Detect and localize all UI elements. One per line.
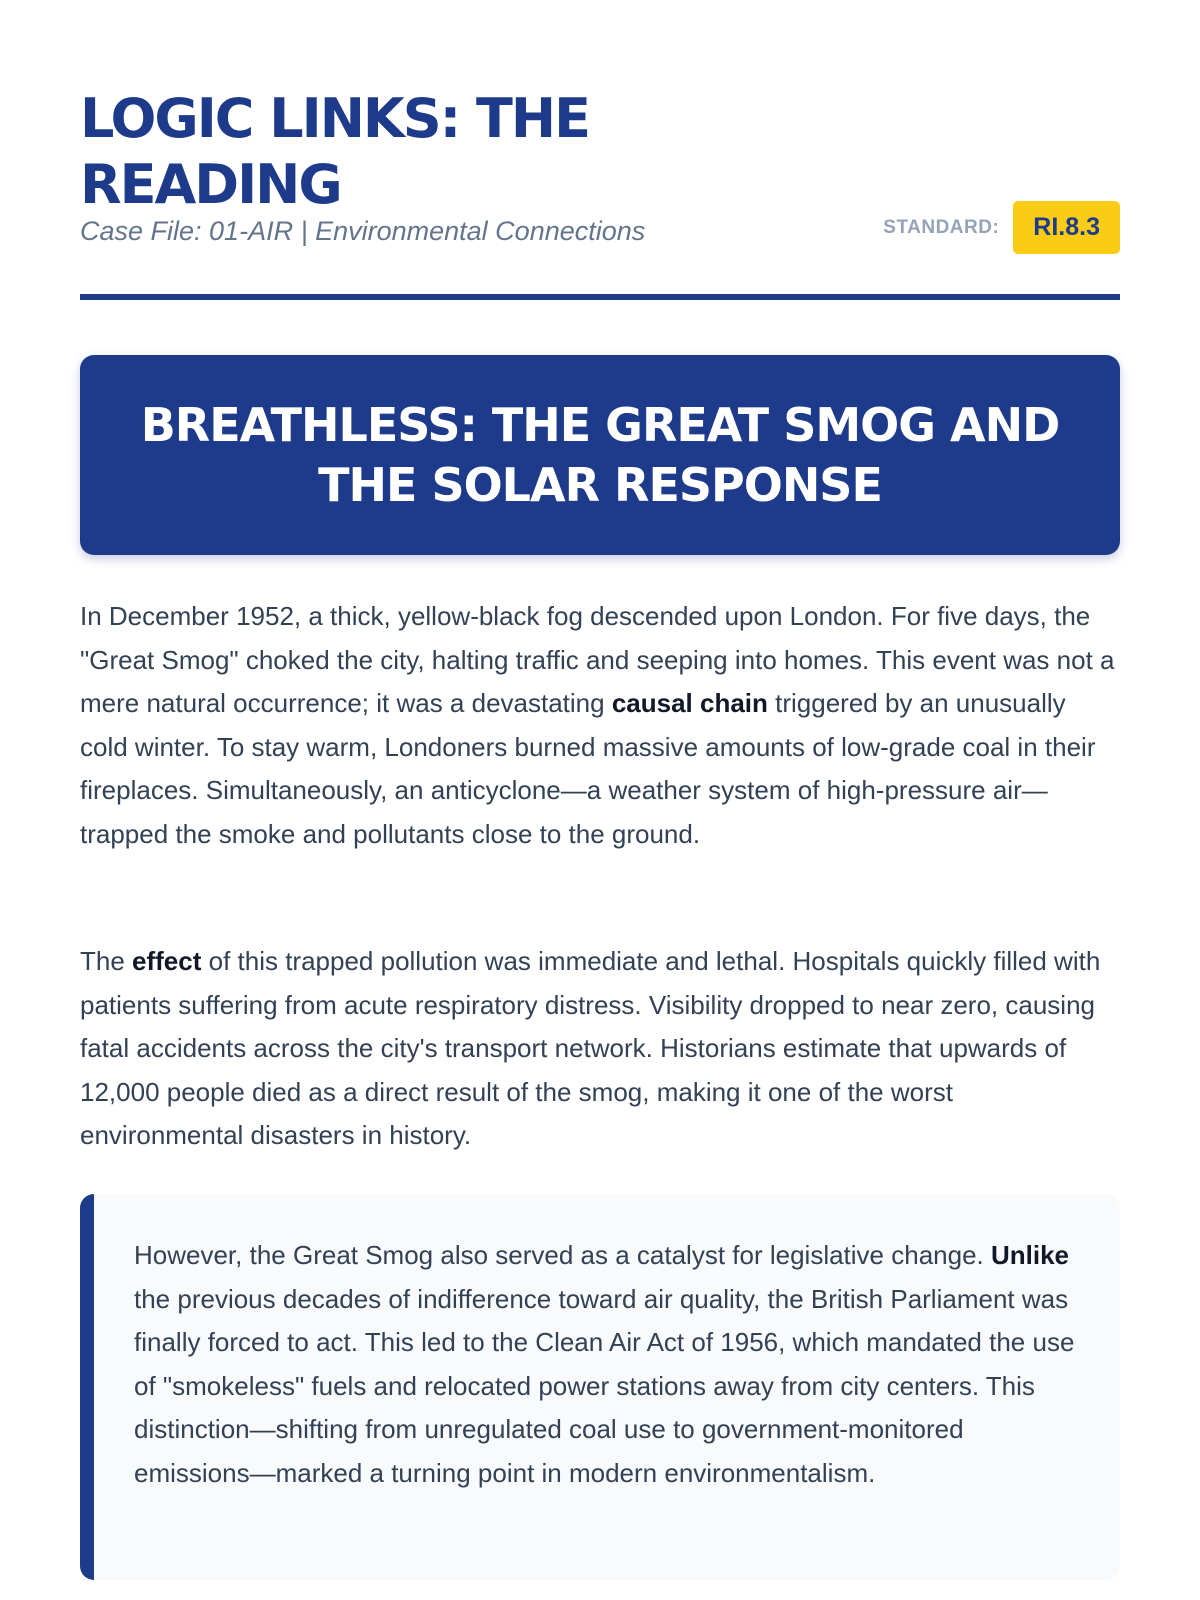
standard-badge: RI.8.3 xyxy=(1013,201,1120,254)
standard-label: STANDARD: xyxy=(883,216,1000,238)
key-term-causal-chain: causal chain xyxy=(611,688,768,718)
page-header xyxy=(80,86,1120,296)
standard-indicator xyxy=(883,201,1120,254)
paragraph-1-text-after: triggered by an unusually cold winter. To stay warm, Londoners burned massive amounts of low-grade coal in their fireplaces. Simultaneously, an anticyclone—a weather system of high-pressure air—trapped the smoke and pollutants close to the ground. xyxy=(80,688,1096,849)
callout-text-after: the previous decades of indifference toward air quality, the British Parliament was finally forced to act. This led to the Clean Air Act of 1956, which mandated the use of "smokeless" fuels and relocated power stations away from city centers. This distinction—shifting from unregulated coal use to government-monitored emissions—marked a turning point in modern environmentalism. xyxy=(134,1283,1075,1488)
paragraph-2 xyxy=(80,940,1120,1158)
paragraph-2-text-before: The xyxy=(80,946,133,976)
article-banner xyxy=(80,355,1120,555)
callout-text-before: However, the Great Smog also served as a catalyst for legislative change. xyxy=(134,1240,991,1270)
callout-paragraph xyxy=(134,1234,1084,1495)
case-file-subtitle: Case File: 01-AIR | Environmental Connections xyxy=(80,216,646,246)
callout-accent-bar xyxy=(80,1194,94,1580)
callout-box xyxy=(80,1194,1120,1580)
key-term-effect: effect xyxy=(132,946,202,976)
page-title: LOGIC LINKS: THE READING xyxy=(80,87,589,216)
header-divider xyxy=(80,294,1120,300)
article-title: BREATHLESS: THE GREAT SMOG AND THE SOLAR RESPONSE xyxy=(140,398,1060,512)
paragraph-1-text-before: In December 1952, a thick, yellow-black fog descended upon London. For five days, the "Great Smog" choked the city, halting traffic and seeping into homes. This event was not a mere natural occurrence; it was a devastating xyxy=(80,601,1115,718)
paragraph-1 xyxy=(80,595,1120,856)
paragraph-2-text-after: of this trapped pollution was immediate and lethal. Hospitals quickly filled with patients suffering from acute respiratory distress. Visibility dropped to near zero, causing fatal accidents across the city's transport network. Historians estimate that upwards of 12,000 people died as a direct result of the smog, making it one of the worst environmental disasters in history. xyxy=(80,946,1101,1150)
key-term-unlike: Unlike xyxy=(990,1240,1070,1270)
